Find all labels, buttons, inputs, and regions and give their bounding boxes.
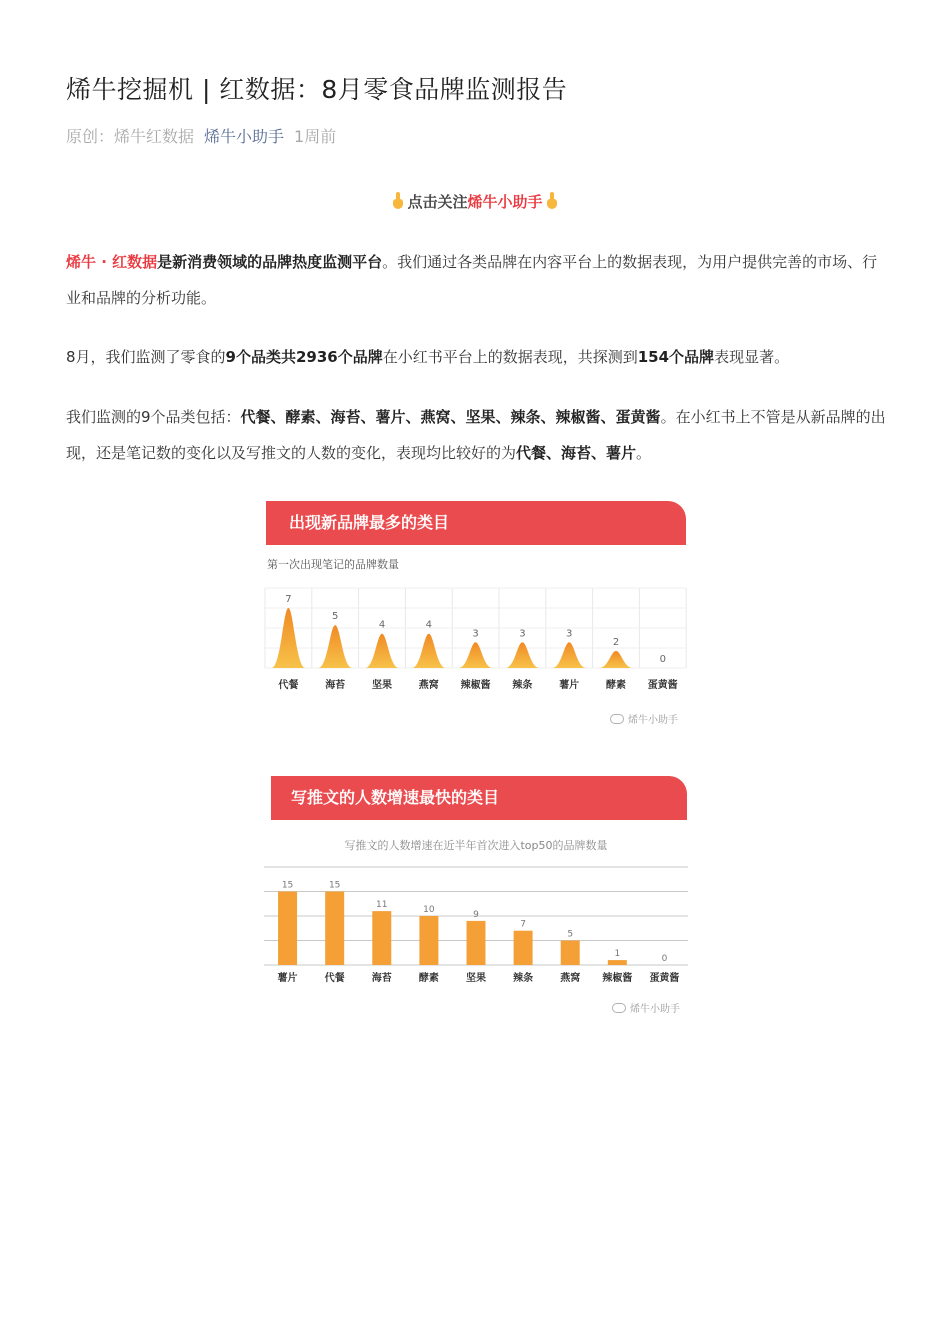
category-label: 辣条 [512, 680, 533, 691]
bar-mark [514, 931, 533, 965]
data-label: 0 [659, 654, 666, 665]
category-label: 坚果 [466, 973, 486, 984]
new-brands-chart [262, 497, 688, 733]
category-label: 薯片 [559, 680, 580, 691]
paragraph-text: 。在小红书上不管是从新品牌的出现，还是笔记数的变化以及写推文的人数的变化，表现均比较好的为 [66, 408, 886, 462]
chart-banner: 出现新品牌最多的类目 [266, 501, 686, 545]
watermark [612, 1000, 680, 1015]
paragraph-text: 。 [636, 444, 652, 462]
data-label: 0 [661, 954, 668, 964]
bar-mark [372, 911, 391, 965]
pointing-hand-icon [545, 192, 559, 210]
data-label: 5 [332, 611, 339, 623]
data-label: 9 [473, 909, 479, 920]
follow-prefix: 点击关注 [407, 193, 468, 211]
data-label: 2 [612, 636, 620, 648]
bar-mark [467, 921, 486, 965]
category-label: 燕窝 [418, 680, 439, 691]
category-label: 蛋黄酱 [649, 973, 680, 984]
category-label: 燕窝 [560, 973, 581, 984]
area-mark [271, 608, 305, 668]
paragraph-text: 我们监测的9个品类包括： [66, 408, 241, 426]
bold-text: 代餐、海苔、薯片 [516, 444, 637, 462]
watermark-text: 烯牛小助手 [630, 1004, 680, 1015]
chart-subtitle: 第一次出现笔记的品牌数量 [267, 558, 399, 571]
area-mark [459, 642, 493, 668]
category-label: 海苔 [325, 680, 346, 691]
publish-time: 1周前 [294, 127, 337, 146]
area-mark [599, 651, 633, 668]
bold-text: 154个品牌 [637, 348, 715, 366]
data-label: 7 [520, 919, 526, 930]
brand-name: 烯牛 · 红数据 [66, 253, 158, 271]
bar-mark [278, 892, 297, 966]
paragraph-text: 8月，我们监测了零食的 [66, 348, 226, 366]
wechat-icon [612, 1003, 626, 1013]
data-label: 7 [285, 594, 292, 605]
chart-subtitle: 写推文的人数增速在近半年首次进入top50的品牌数量 [344, 839, 608, 852]
chart-banner: 写推文的人数增速最快的类目 [271, 776, 687, 820]
bar-mark [561, 941, 580, 966]
article-meta [66, 124, 336, 147]
bar-mark [419, 916, 438, 965]
author-link[interactable]: 烯牛小助手 [204, 127, 285, 146]
category-label: 代餐 [278, 680, 299, 691]
category-label: 辣条 [513, 973, 534, 984]
bar-mark [608, 960, 627, 965]
category-label: 辣椒酱 [460, 680, 491, 691]
data-label: 15 [328, 880, 341, 891]
area-mark [318, 625, 352, 668]
category-label: 蛋黄酱 [647, 680, 678, 691]
bold-text: 是新消费领域的品牌热度监测平台 [157, 253, 383, 271]
paragraph-text: 在小红书平台上的数据表现，共探测到 [382, 348, 638, 366]
category-label: 代餐 [324, 973, 345, 984]
paragraph-text: 。我们通过各类品牌在内容平台上的数据表现，为用户提供完善的市场、行业和品牌的分析功能。 [66, 253, 878, 307]
bold-text: 9个品类共2936个品牌 [225, 348, 383, 366]
paragraph-text: 表现显著。 [714, 348, 790, 366]
data-label: 4 [378, 619, 386, 631]
area-mark [365, 634, 399, 668]
categories-paragraph [66, 399, 888, 471]
wechat-icon [610, 714, 624, 724]
area-chart-svg [262, 582, 688, 697]
data-label: 4 [425, 619, 432, 631]
category-label: 酵素 [606, 680, 626, 691]
original-label: 原创：烯牛红数据 [66, 127, 195, 146]
category-label: 坚果 [372, 680, 392, 691]
article-title: 烯牛挖掘机 | 红数据：8月零食品牌监测报告 [66, 75, 568, 104]
follow-account-name[interactable]: 烯牛小助手 [467, 193, 543, 211]
data-label: 3 [519, 628, 526, 640]
category-label: 薯片 [277, 973, 298, 984]
bold-text: 代餐、酵素、海苔、薯片、燕窝、坚果、辣条、辣椒酱、蛋黄酱 [240, 408, 661, 426]
data-label: 3 [566, 628, 573, 640]
monitoring-paragraph [66, 339, 888, 375]
follow-prompt[interactable] [0, 191, 950, 212]
tweet-writers-chart [262, 772, 690, 1025]
data-label: 15 [281, 880, 294, 891]
category-label: 海苔 [371, 973, 392, 984]
data-label: 3 [472, 628, 479, 640]
data-label: 10 [423, 905, 435, 915]
area-mark [552, 642, 586, 668]
pointing-hand-icon [391, 192, 405, 210]
intro-paragraph [66, 244, 888, 316]
watermark [610, 711, 678, 726]
area-mark [505, 642, 539, 668]
area-mark [412, 634, 446, 668]
bar-mark [325, 892, 344, 966]
category-label: 辣椒酱 [602, 973, 633, 984]
bar-chart-svg [262, 857, 690, 987]
watermark-text: 烯牛小助手 [628, 715, 678, 726]
data-label: 5 [567, 929, 574, 940]
data-label: 1 [614, 949, 621, 960]
category-label: 酵素 [418, 973, 439, 984]
data-label: 11 [376, 900, 388, 911]
